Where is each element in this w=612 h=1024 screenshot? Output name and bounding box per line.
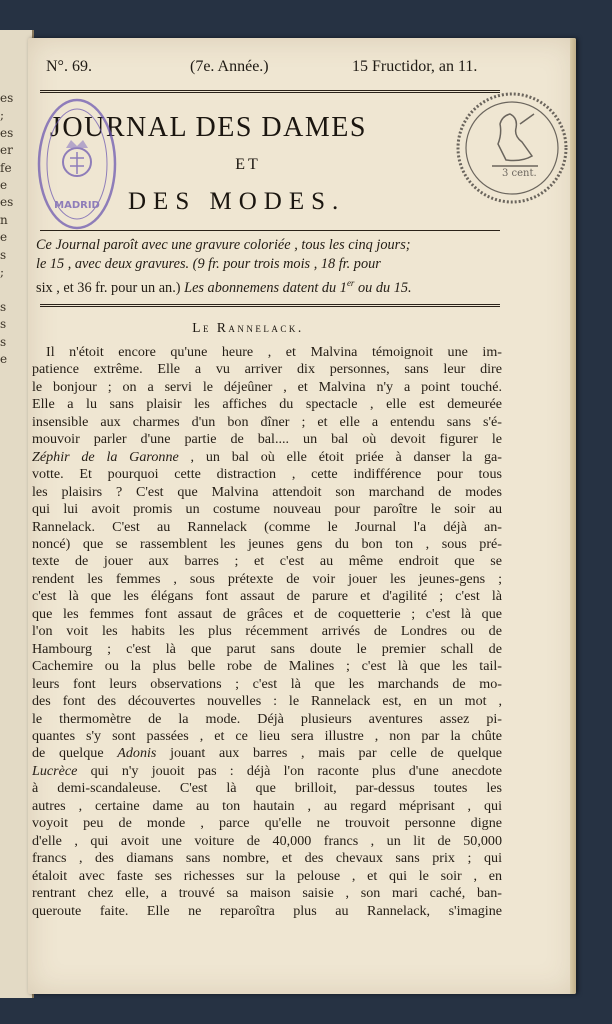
subscription-line: Ce Journal paroît avec une gravure coloriée , tous les cinq jours; (36, 237, 411, 253)
tax-stamp (452, 74, 570, 218)
left-page-fragment: s (0, 247, 7, 262)
article-line: de quelque Adonis jouant aux barres , mais par celle de quelque (32, 745, 502, 762)
article-line: que les femmes font assaut de grâces et de coquetterie ; c'est là que (32, 605, 502, 622)
article-line: Elle a lu sans plaisir les affiches du spectacle , elle est demeurée (32, 396, 502, 413)
article-line: Zéphir de la Garonne , un bal où elle étoit priée à danser la ga- (32, 448, 502, 465)
article-line: rendent les femmes , sous prétexte de voir jouer les jeunes-gens ; (32, 570, 502, 587)
left-page-fragment: es (0, 125, 14, 140)
article-line: patience extrême. Elle a vu arriver dix personnes, sans leur dire (32, 361, 502, 378)
left-page-fragment: e (0, 352, 8, 366)
article-line: le bonjour ; on a servi le déjeûner , et Malvina n'y a point touché. (32, 378, 502, 395)
library-stamp (36, 96, 118, 232)
article-line: votte. Et pourquoi cette distraction , cette indifférence pour tous (32, 466, 502, 483)
article-line: leurs font leurs observations ; c'est là que les marchands de mo- (32, 675, 502, 692)
left-page-fragment: s (0, 299, 7, 314)
article-line: qui lui avoit promis un costume nouveau pour paroître le soir au (32, 501, 502, 518)
article-body (32, 344, 502, 920)
article-line: d'elle , qui avoit une voiture de 40,000 francs , un lit de 50,000 (32, 832, 502, 849)
left-page-fragment: s (0, 317, 7, 332)
subscription-line: six , et 36 fr. pour un an.) Les abonnemens datent du 1er ou du 15. (36, 278, 412, 296)
article-line: texte de jouer aux barres ; et c'est au même endroit que se (32, 553, 502, 570)
article-line: insensible aux charmes d'un bon dîner ; et elle a entendu sans s'é- (32, 413, 502, 430)
left-page-fragment: n (0, 212, 8, 227)
stamp-madrid-text: MADRID (54, 200, 100, 211)
issue-number: N°. 69. (46, 58, 92, 75)
journal-page (28, 38, 576, 994)
header-rule (40, 90, 500, 93)
article-line: Hambourg ; c'est là que parut sans doute le premier schall de (32, 640, 502, 657)
article-line: queroute faite. Elle ne reparoîtra plus au Rannelack, s'imagine (32, 902, 502, 919)
tax-stamp-value: 3 cent. (502, 168, 537, 179)
seated-figure-icon (492, 114, 538, 166)
article-line: le thermomètre de la mode. Déjà plusieurs aventures assez pi- (32, 710, 502, 727)
subscription-rule (40, 304, 500, 307)
article-line: les plaisirs ? C'est que Malvina attendoit son marchand de modes (32, 483, 502, 500)
left-page-fragment: es (0, 195, 14, 210)
subscription-notice (36, 236, 500, 298)
article-line: Cachemire ou la plus belle robe de Malines ; c'est là que les tail- (32, 658, 502, 675)
article-line: c'est là que les élégans font assaut de parure et d'agilité ; c'est là (32, 588, 502, 605)
journal-subtitle: DES MODES. (128, 188, 346, 215)
article-line: Rannelack. C'est au Rannelack (comme le Journal l'a déjà an- (32, 518, 502, 535)
left-page-fragment: e (0, 178, 8, 192)
article-line: Lucrèce qui n'y jouoit pas : déjà l'on raconte plus d'une anecdote (32, 762, 502, 779)
article-title: Le Rannelack. (192, 320, 304, 335)
article-line: étaloit avec faste ses richesses sur la pelouse , et qui le soir , en (32, 867, 502, 884)
left-page-fragment: s (0, 334, 7, 349)
page-edge (570, 38, 576, 994)
article-line: voyoit peu de monde , parce qu'elle ne trouvoit personne digne (32, 815, 502, 832)
article-line: noncé) que se rassemblent les jeunes gens du bon ton , sous pré- (32, 535, 502, 552)
subscription-line: le 15 , avec deux gravures. (9 fr. pour trois mois , 18 fr. pour (36, 256, 381, 272)
issue-year: (7e. Année.) (190, 58, 269, 75)
issue-date: 15 Fructidor, an 11. (352, 58, 478, 75)
article-line: mouvoir parler d'une partie de bal.... un bal où devoit figurer le (32, 431, 502, 448)
article-line: autres , certaine dame au ton hautain , au regard méprisant , qui (32, 797, 502, 814)
left-page-fragment: er (0, 143, 13, 158)
left-page-fragment: ; (0, 265, 5, 279)
left-page-fragment: ; (0, 108, 5, 123)
article-line: à demi-scandaleuse. C'est là que brilloit, par-dessus toutes les (32, 780, 502, 797)
article-line: francs , des diamans sans nombre, et des chevaux sans prix ; qui (32, 850, 502, 867)
article-line: rentrant chez elle, a trouvé sa maison saisie , son mari caché, ban- (32, 885, 502, 902)
article-line: Il n'étoit encore qu'une heure , et Malvina témoignoit une im- (46, 344, 502, 360)
article-line: des font des découvertes nouvelles : le Rannelack est, en un mot , (32, 693, 502, 710)
journal-title-et: ET (235, 156, 261, 173)
crown-emblem-icon (63, 140, 91, 176)
article-line: quantes s'y sont passées , et ce lieu sera illustre , non par la chûte (32, 727, 502, 744)
article-line: l'on voit les habits les plus récemment arrivés de Londres ou de (32, 623, 502, 640)
left-page-fragment: e (0, 230, 8, 245)
left-page-fragment: fe (0, 160, 12, 175)
left-page-fragment: es (0, 91, 14, 105)
journal-title: JOURNAL DES DAMES (50, 112, 367, 143)
